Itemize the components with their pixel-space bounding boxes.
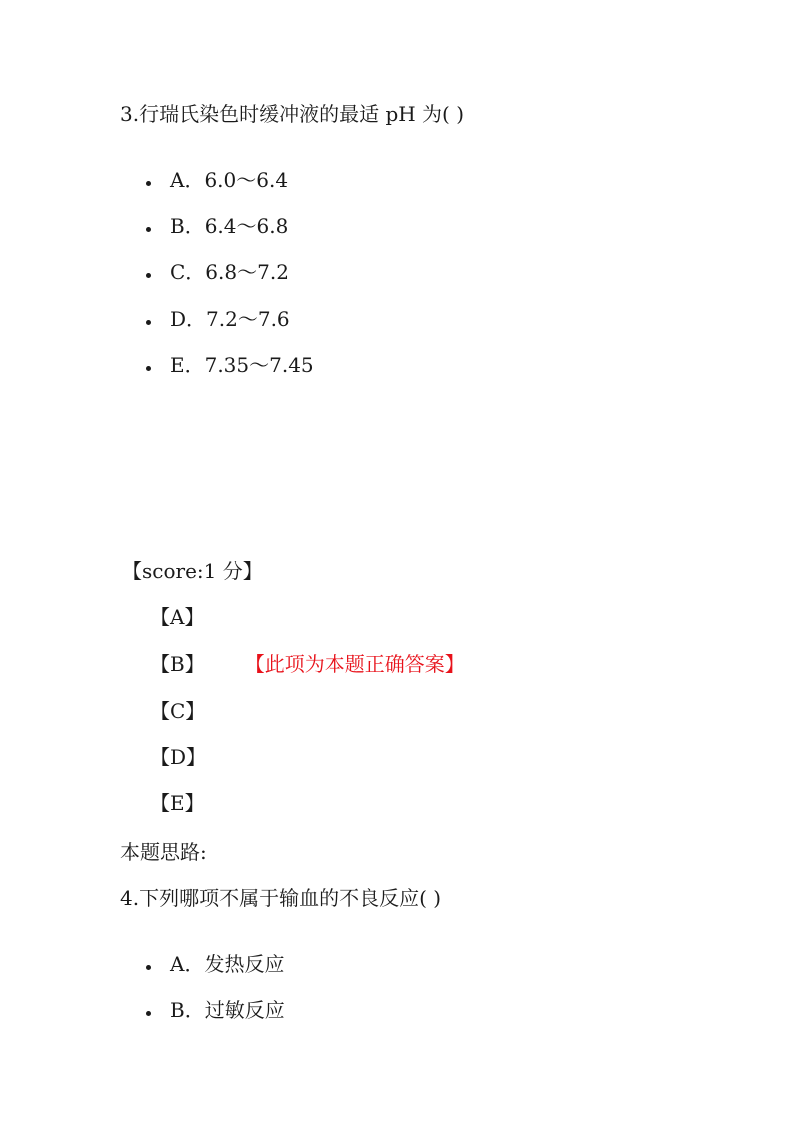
- bullet-icon: [146, 965, 151, 970]
- question-4-option-a[interactable]: [146, 950, 284, 978]
- option-label: D．7.2～7.6: [170, 307, 290, 331]
- answer-label: 【D】: [150, 745, 207, 769]
- answer-row-e: [150, 789, 205, 817]
- question-3-option-d[interactable]: [146, 305, 290, 333]
- question-3-option-c[interactable]: [146, 258, 289, 286]
- score-label: 【score:1 分】: [122, 559, 263, 583]
- answer-label: 【B】: [150, 652, 205, 676]
- option-label: E．7.35～7.45: [170, 353, 314, 377]
- bullet-icon: [146, 181, 151, 186]
- option-label: A．发热反应: [170, 952, 285, 976]
- bullet-icon: [146, 366, 151, 371]
- answer-label: 【C】: [150, 699, 206, 723]
- question-3-option-b[interactable]: [146, 212, 288, 240]
- question-4-title: 4.下列哪项不属于输血的不良反应( ): [120, 886, 442, 910]
- bullet-icon: [146, 227, 151, 232]
- option-label: B．过敏反应: [170, 998, 285, 1022]
- question-3-option-a[interactable]: [146, 166, 288, 194]
- bullet-icon: [146, 320, 151, 325]
- question-3-option-e[interactable]: [146, 351, 314, 379]
- question-3-title: 3.行瑞氏染色时缓冲液的最适 pH 为( ): [120, 102, 465, 126]
- bullet-icon: [146, 273, 151, 278]
- answer-label: 【E】: [150, 791, 205, 815]
- option-label: C．6.8～7.2: [170, 260, 289, 284]
- bullet-icon: [146, 1011, 151, 1016]
- correct-answer-note: 【此项为本题正确答案】: [244, 652, 465, 676]
- answer-row-c: [150, 697, 205, 725]
- answer-row-d: [150, 743, 206, 771]
- answer-row-b: [150, 650, 465, 678]
- explanation-label: 本题思路:: [120, 840, 207, 864]
- answer-row-a: [150, 603, 204, 631]
- option-label: B．6.4～6.8: [170, 214, 289, 238]
- question-4-option-b[interactable]: [146, 996, 285, 1024]
- option-label: A．6.0～6.4: [170, 168, 289, 192]
- answer-label: 【A】: [150, 605, 205, 629]
